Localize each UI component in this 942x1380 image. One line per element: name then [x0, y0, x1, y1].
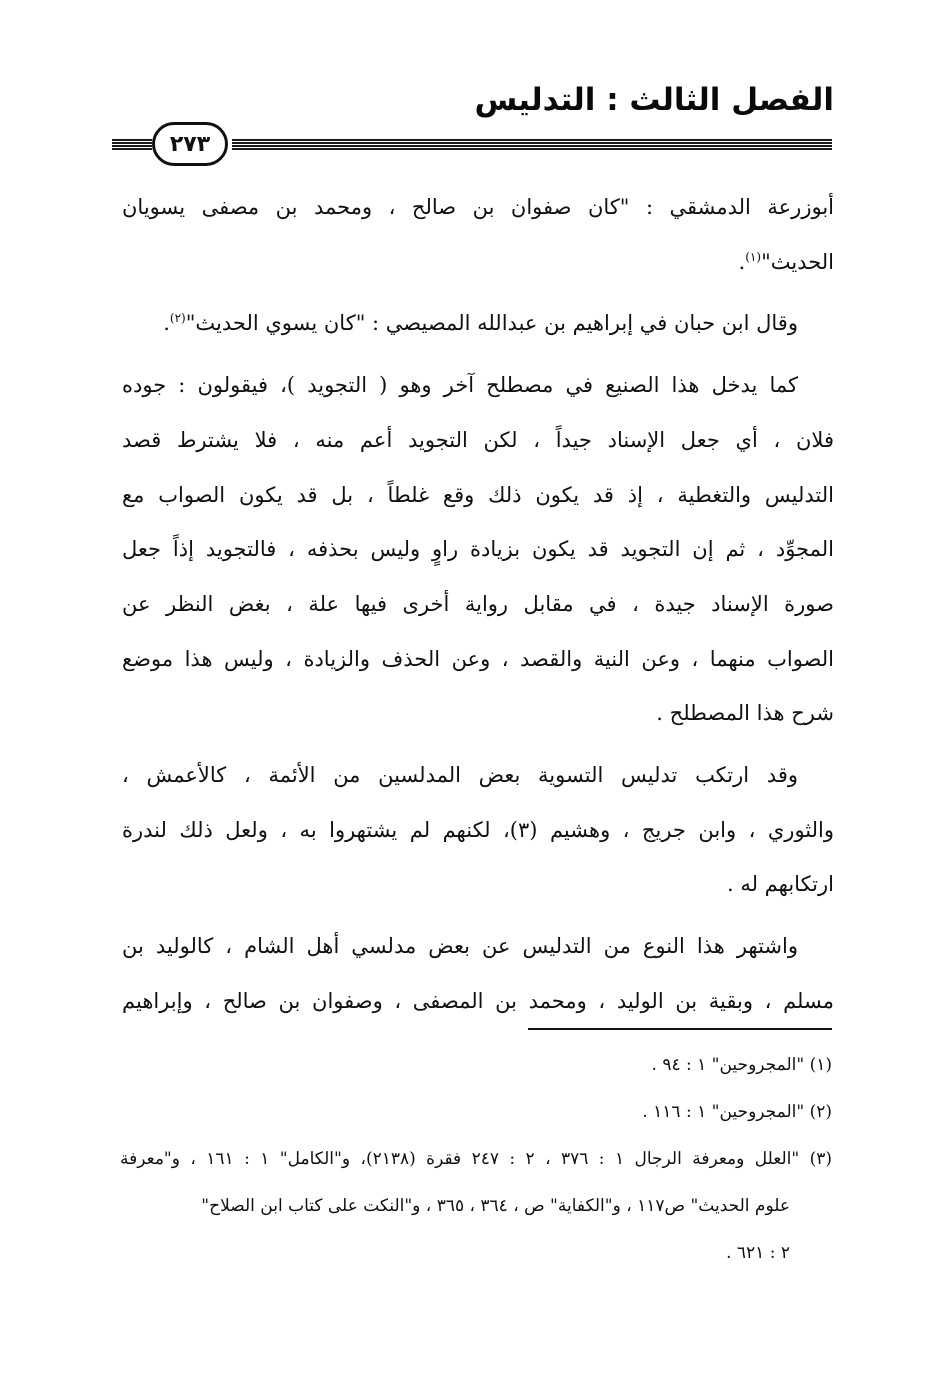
paragraph	[122, 358, 834, 741]
running-title: الفصل الثالث : التدليس	[474, 82, 834, 118]
footnote-continuation: علوم الحديث" ص١١٧ ، و"الكفاية" ص ، ٣٦٤ ، ٣٦٥ ، و"النكت على كتاب ابن الصلاح"	[201, 1196, 790, 1216]
text-line: التدليس والتغطية ، إذ قد يكون ذلك وقع غلطاً ، بل قد يكون الصواب مع	[122, 482, 834, 507]
page-number: ٢٧٣	[152, 122, 228, 166]
header-rule-right	[232, 139, 832, 150]
paragraph	[122, 919, 834, 1028]
text-line: المجوِّد ، ثم إن التجويد قد يكون بزيادة راوٍ وليس بحذفه ، فالتجويد إذاً جعل	[122, 537, 834, 562]
text-segment: كما يدخل هذا الصنيع في مصطلح آخر وهو ( التجويد )، فيقولون : جوده	[122, 373, 798, 398]
text-line	[122, 235, 834, 290]
text-segment: وقد ارتكب تدليس التسوية بعض المدلسين من الأئمة ، كالأعمش ،	[122, 763, 798, 788]
text-line	[122, 748, 834, 803]
header-rule	[112, 122, 832, 172]
text-segment: وقال ابن حبان في إبراهيم بن عبدالله المصيصي : "كان يسوي الحديث"	[185, 311, 798, 336]
footnote-ref: (٢)	[169, 311, 186, 326]
text-segment: .	[163, 311, 170, 336]
paragraph	[122, 748, 834, 912]
paragraph	[122, 296, 834, 351]
footnote: (٣) "العلل ومعرفة الرجال ١ : ٣٧٦ ، ٢ : ٢٤٧ فقرة (٢١٣٨)، و"الكامل" ١ : ١٦١ ، و"معرفة	[120, 1149, 832, 1169]
text-line: ارتكابهم له .	[727, 872, 834, 897]
text-line	[122, 919, 834, 974]
paragraph	[122, 180, 834, 289]
footnotes	[120, 1042, 832, 1277]
body-text	[122, 180, 834, 1029]
text-line	[122, 358, 834, 413]
text-line: الصواب منهما ، وعن النية والقصد ، وعن الحذف والزيادة ، وليس هذا موضع	[122, 646, 834, 671]
text-line: صورة الإسناد جيدة ، في مقابل رواية أخرى فيها علة ، بغض النظر عن	[122, 591, 834, 616]
header-rule-left	[112, 139, 152, 150]
footnote: (١) "المجروحين" ١ : ٩٤ .	[651, 1055, 832, 1075]
text-line: والثوري ، وابن جريج ، وهشيم (٣)، لكنهم لم يشتهروا به ، ولعل ذلك لندرة	[122, 817, 834, 842]
text-line: شرح هذا المصطلح .	[656, 701, 834, 726]
text-line	[122, 296, 834, 351]
footnote: (٢) "المجروحين" ١ : ١١٦ .	[642, 1102, 832, 1122]
footnote-separator	[528, 1028, 832, 1030]
text-line: أبوزرعة الدمشقي : "كان صفوان بن صالح ، ومحمد بن مصفى يسويان	[122, 195, 834, 219]
text-line: مسلم ، وبقية بن الوليد ، ومحمد بن المصفى ، وصفوان بن صالح ، وإبراهيم	[122, 988, 834, 1013]
text-segment: الحديث"	[761, 249, 834, 274]
footnote-continuation: ٢ : ٦٢١ .	[726, 1243, 790, 1263]
text-line: فلان ، أي جعل الإسناد جيداً ، لكن التجويد أعم منه ، فلا يشترط قصد	[122, 427, 834, 452]
text-segment: واشتهر هذا النوع من التدليس عن بعض مدلسي أهل الشام ، كالوليد بن	[122, 934, 798, 959]
text-segment: .	[738, 249, 746, 274]
footnote-ref: (١)	[745, 249, 762, 264]
